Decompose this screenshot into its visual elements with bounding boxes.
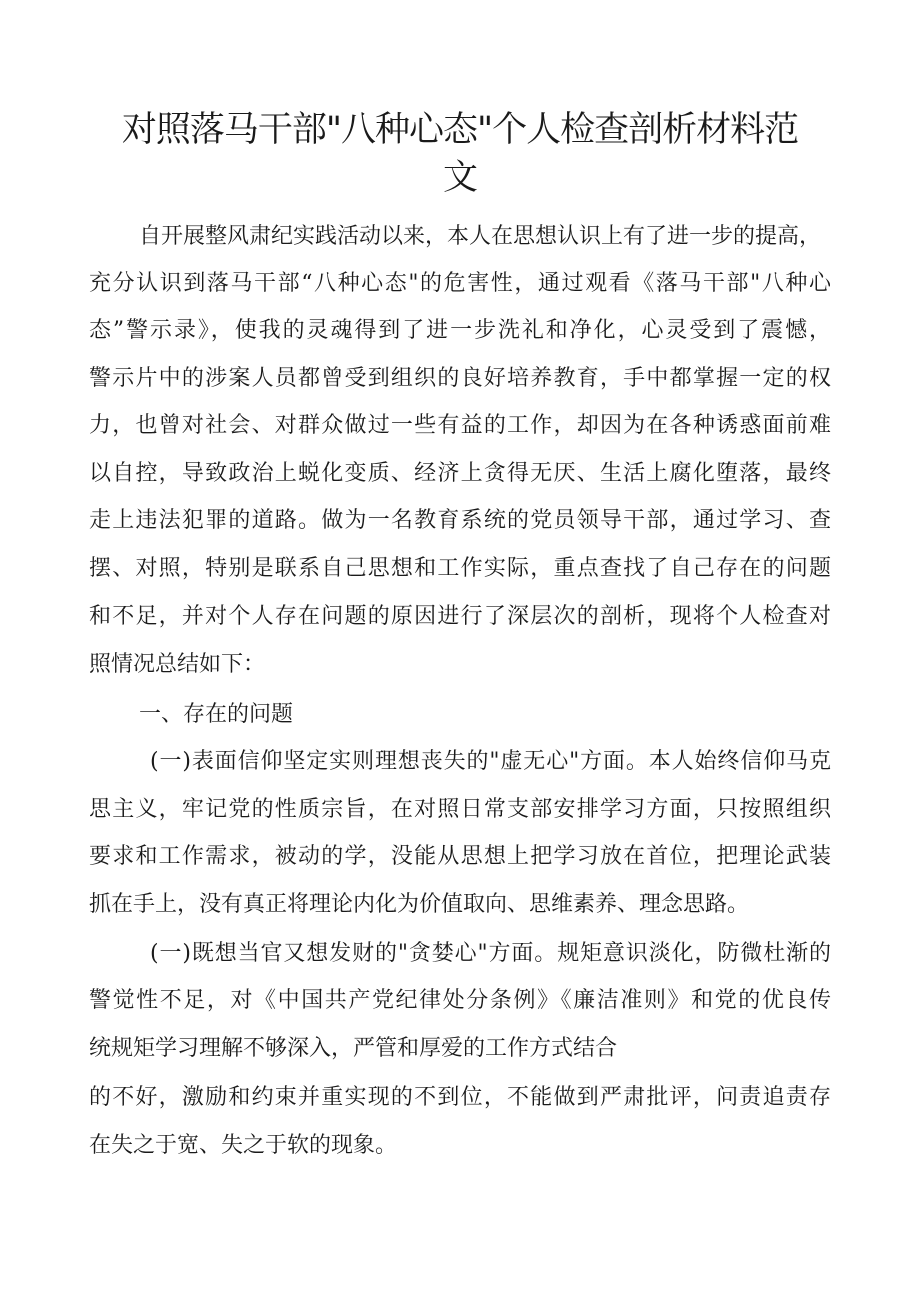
body-line: 思主义，牢记党的性质宗旨，在对照日常支部安排学习方面，只按照组织 bbox=[89, 797, 831, 822]
section-heading: 一、存在的问题 bbox=[139, 702, 294, 727]
body-line: 警示片中的涉案人员都曾受到组织的良好培养教育，手中都掌握一定的权 bbox=[89, 366, 831, 391]
body-line: 充分认识到落马干部“八种心态"的危害性，通过观看《落马干部"八种心 bbox=[89, 271, 831, 296]
body-line: 警觉性不足，对《中国共产党纪律处分条例》《廉洁准则》和党的优良传 bbox=[89, 988, 831, 1013]
body-line: 要求和工作需求，被动的学，没能从思想上把学习放在首位，把理论武装 bbox=[89, 844, 831, 869]
body-line: 的不好，激励和约束并重实现的不到位，不能做到严肃批评，问责追责存 bbox=[89, 1085, 831, 1110]
body-line: 以自控，导致政治上蜕化变质、经济上贪得无厌、生活上腐化堕落，最终 bbox=[89, 461, 831, 486]
body-line: 和不足，并对个人存在问题的原因进行了深层次的剖析，现将个人检查对 bbox=[89, 604, 831, 629]
body-line: 统规矩学习理解不够深入，严管和厚爱的工作方式结合 bbox=[89, 1036, 618, 1061]
body-line: (一)表面信仰坚定实则理想丧失的"虚无心"方面。本人始终信仰马克 bbox=[150, 749, 831, 774]
body-line: 照情况总结如下： bbox=[89, 652, 266, 677]
body-line: 自开展整风肃纪实践活动以来，本人在思想认识上有了进一步的提高， bbox=[139, 224, 822, 249]
body-line: 态”警示录》，使我的灵魂得到了进一步洗礼和净化，心灵受到了震憾， bbox=[89, 318, 831, 343]
body-line: 抓在手上，没有真正将理论内化为价值取向、思维素养、理念思路。 bbox=[89, 892, 750, 917]
body-line: 摆、对照，特别是联系自己思想和工作实际，重点查找了自己存在的问题 bbox=[89, 556, 831, 581]
body-line: 力，也曾对社会、对群众做过一些有益的工作，却因为在各种诱惑面前难 bbox=[89, 413, 831, 438]
body-line: 走上违法犯罪的道路。做为一名教育系统的党员领导干部，通过学习、查 bbox=[89, 508, 831, 533]
body-line: 在失之于宽、失之于软的现象。 bbox=[89, 1133, 398, 1158]
body-line: (一)既想当官又想发财的"贪婪心"方面。规矩意识淡化，防微杜渐的 bbox=[150, 941, 831, 966]
document-title-line-1: 对照落马干部"八种心态"个人检查剖析材料范 bbox=[121, 110, 799, 150]
document-title-line-2: 文 bbox=[442, 158, 477, 198]
